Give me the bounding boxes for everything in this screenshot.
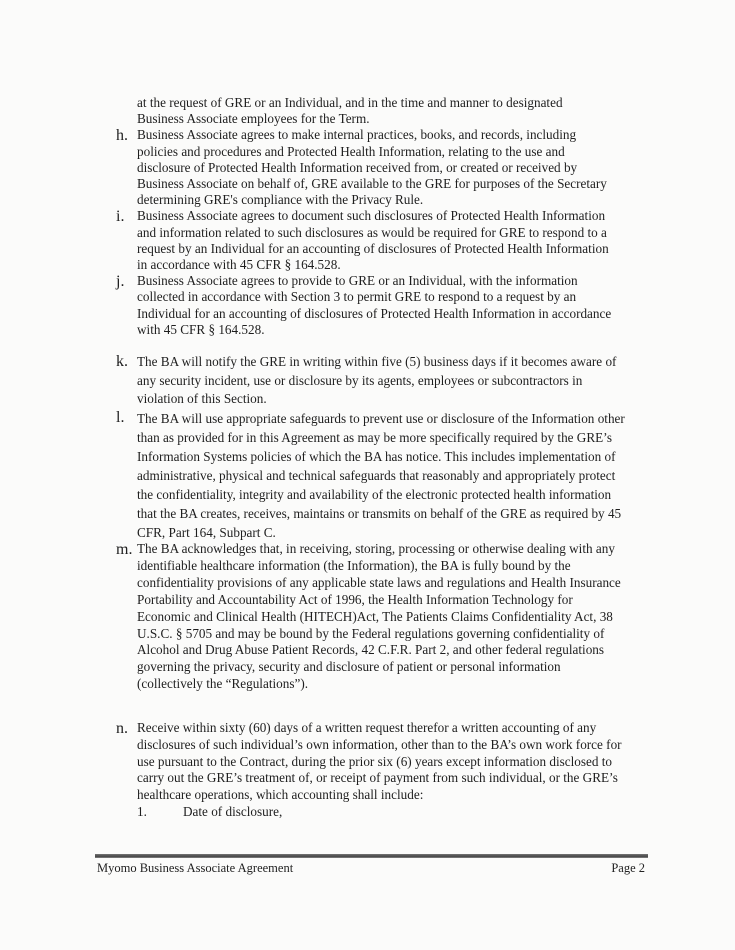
text-line: healthcare operations, which accounting shall include: (137, 787, 424, 803)
text-line: the confidentiality, integrity and availability of the electronic protected health information (137, 487, 612, 502)
text-line: collected in accordance with Section 3 to permit GRE to respond to a request by an (137, 289, 577, 305)
list-item-i (0, 208, 735, 273)
text-line: in accordance with 45 CFR § 164.528. (137, 257, 341, 273)
text-line: confidentiality provisions of any applicable state laws and regulations and Health Insurance (137, 574, 621, 590)
list-item-m (0, 541, 735, 693)
list-marker: j. (116, 273, 125, 291)
list-marker: k. (116, 353, 128, 370)
text-line: disclosures of such individual’s own information, other than to the BA’s own work force for (137, 736, 622, 752)
text-line: Business Associate agrees to document such disclosures of Protected Health Information (137, 208, 606, 224)
sub-item-1 (0, 804, 735, 821)
text-line: Economic and Clinical Health (HITECH)Act, The Patients Claims Confidentiality Act, 38 (137, 608, 613, 624)
text-line: The BA will notify the GRE in writing within five (5) business days if it becomes aware of (137, 354, 617, 369)
text-line: administrative, physical and technical safeguards that reasonably and appropriately protect (137, 468, 616, 483)
section-h-to-j (0, 95, 735, 338)
text-line: Business Associate agrees to provide to GRE or an Individual, with the information (137, 273, 578, 289)
list-item-h (0, 127, 735, 208)
list-item-n (0, 720, 735, 821)
text-line: request by an Individual for an accounting of disclosures of Protected Health Information (137, 240, 609, 256)
list-marker: m. (116, 541, 133, 558)
text-line: CFR, Part 164, Subpart C. (137, 525, 276, 540)
footer-title: Myomo Business Associate Agreement (97, 861, 294, 875)
sub-item-text: Date of disclosure, (183, 803, 283, 819)
text-line: violation of this Section. (137, 391, 267, 406)
text-line: Receive within sixty (60) days of a written request therefor a written accounting of any (137, 720, 597, 735)
text-line: than as provided for in this Agreement as may be more specifically required by the GRE’s (137, 430, 612, 445)
text-line: any security incident, use or disclosure by its agents, employees or subcontractors in (137, 372, 583, 388)
text-line: Business Associate employees for the Term. (137, 111, 370, 127)
text-line: U.S.C. § 5705 and may be bound by the Federal regulations governing confidentiality of (137, 625, 605, 641)
page-footer (97, 861, 645, 876)
text-line: identifiable healthcare information (the Information), the BA is fully bound by the (137, 557, 571, 573)
text-line: governing the privacy, security and disclosure of patient or personal information (137, 659, 561, 675)
text-line: use pursuant to the Contract, during the prior six (6) years except information disclosed to (137, 753, 613, 769)
page-number: Page 2 (611, 861, 645, 875)
list-marker: h. (116, 127, 128, 145)
text-line: Business Associate agrees to make internal practices, books, and records, including (137, 127, 577, 143)
text-line: Alcohol and Drug Abuse Patient Records, 42 C.F.R. Part 2, and other federal regulations (137, 642, 605, 658)
text-line: carry out the GRE’s treatment of, or receipt of payment from such individual, or the GRE’s (137, 770, 618, 786)
list-item-l (0, 409, 735, 542)
text-line: The BA will use appropriate safeguards to prevent use or disclosure of the Information other (137, 411, 625, 426)
text-line: Portability and Accountability Act of 1996, the Health Information Technology for (137, 591, 573, 607)
text-line: Business Associate on behalf of, GRE available to the GRE for purposes of the Secretary (137, 176, 607, 192)
text-line: (collectively the “Regulations”). (137, 676, 309, 692)
list-marker: i. (116, 208, 125, 226)
text-line: that the BA creates, receives, maintains or transmits on behalf of the GRE as required by 45 (137, 506, 622, 521)
list-marker: n. (116, 720, 128, 737)
text-line: Information Systems policies of which the BA has notice. This includes implementation of (137, 449, 616, 464)
text-line: Individual for an accounting of disclosures of Protected Health Information in accordance (137, 305, 612, 321)
text-line: disclosure of Protected Health Information received from, or created or received by (137, 159, 578, 175)
text-line: policies and procedures and Protected Health Information, relating to the use and (137, 143, 565, 159)
text-line: determining GRE's compliance with the Privacy Rule. (137, 192, 424, 208)
list-item-k (0, 353, 735, 409)
sub-item-number: 1. (137, 803, 147, 819)
continuation-text (0, 95, 735, 127)
text-line: and information related to such disclosures as would be required for GRE to respond to a (137, 224, 607, 240)
text-line: The BA acknowledges that, in receiving, storing, processing or otherwise dealing with any (137, 541, 615, 556)
text-line: with 45 CFR § 164.528. (137, 321, 265, 337)
text-line: at the request of GRE or an Individual, and in the time and manner to designated (137, 95, 563, 110)
list-item-j (0, 273, 735, 338)
footer-rule (95, 854, 648, 858)
list-marker: l. (116, 409, 125, 426)
